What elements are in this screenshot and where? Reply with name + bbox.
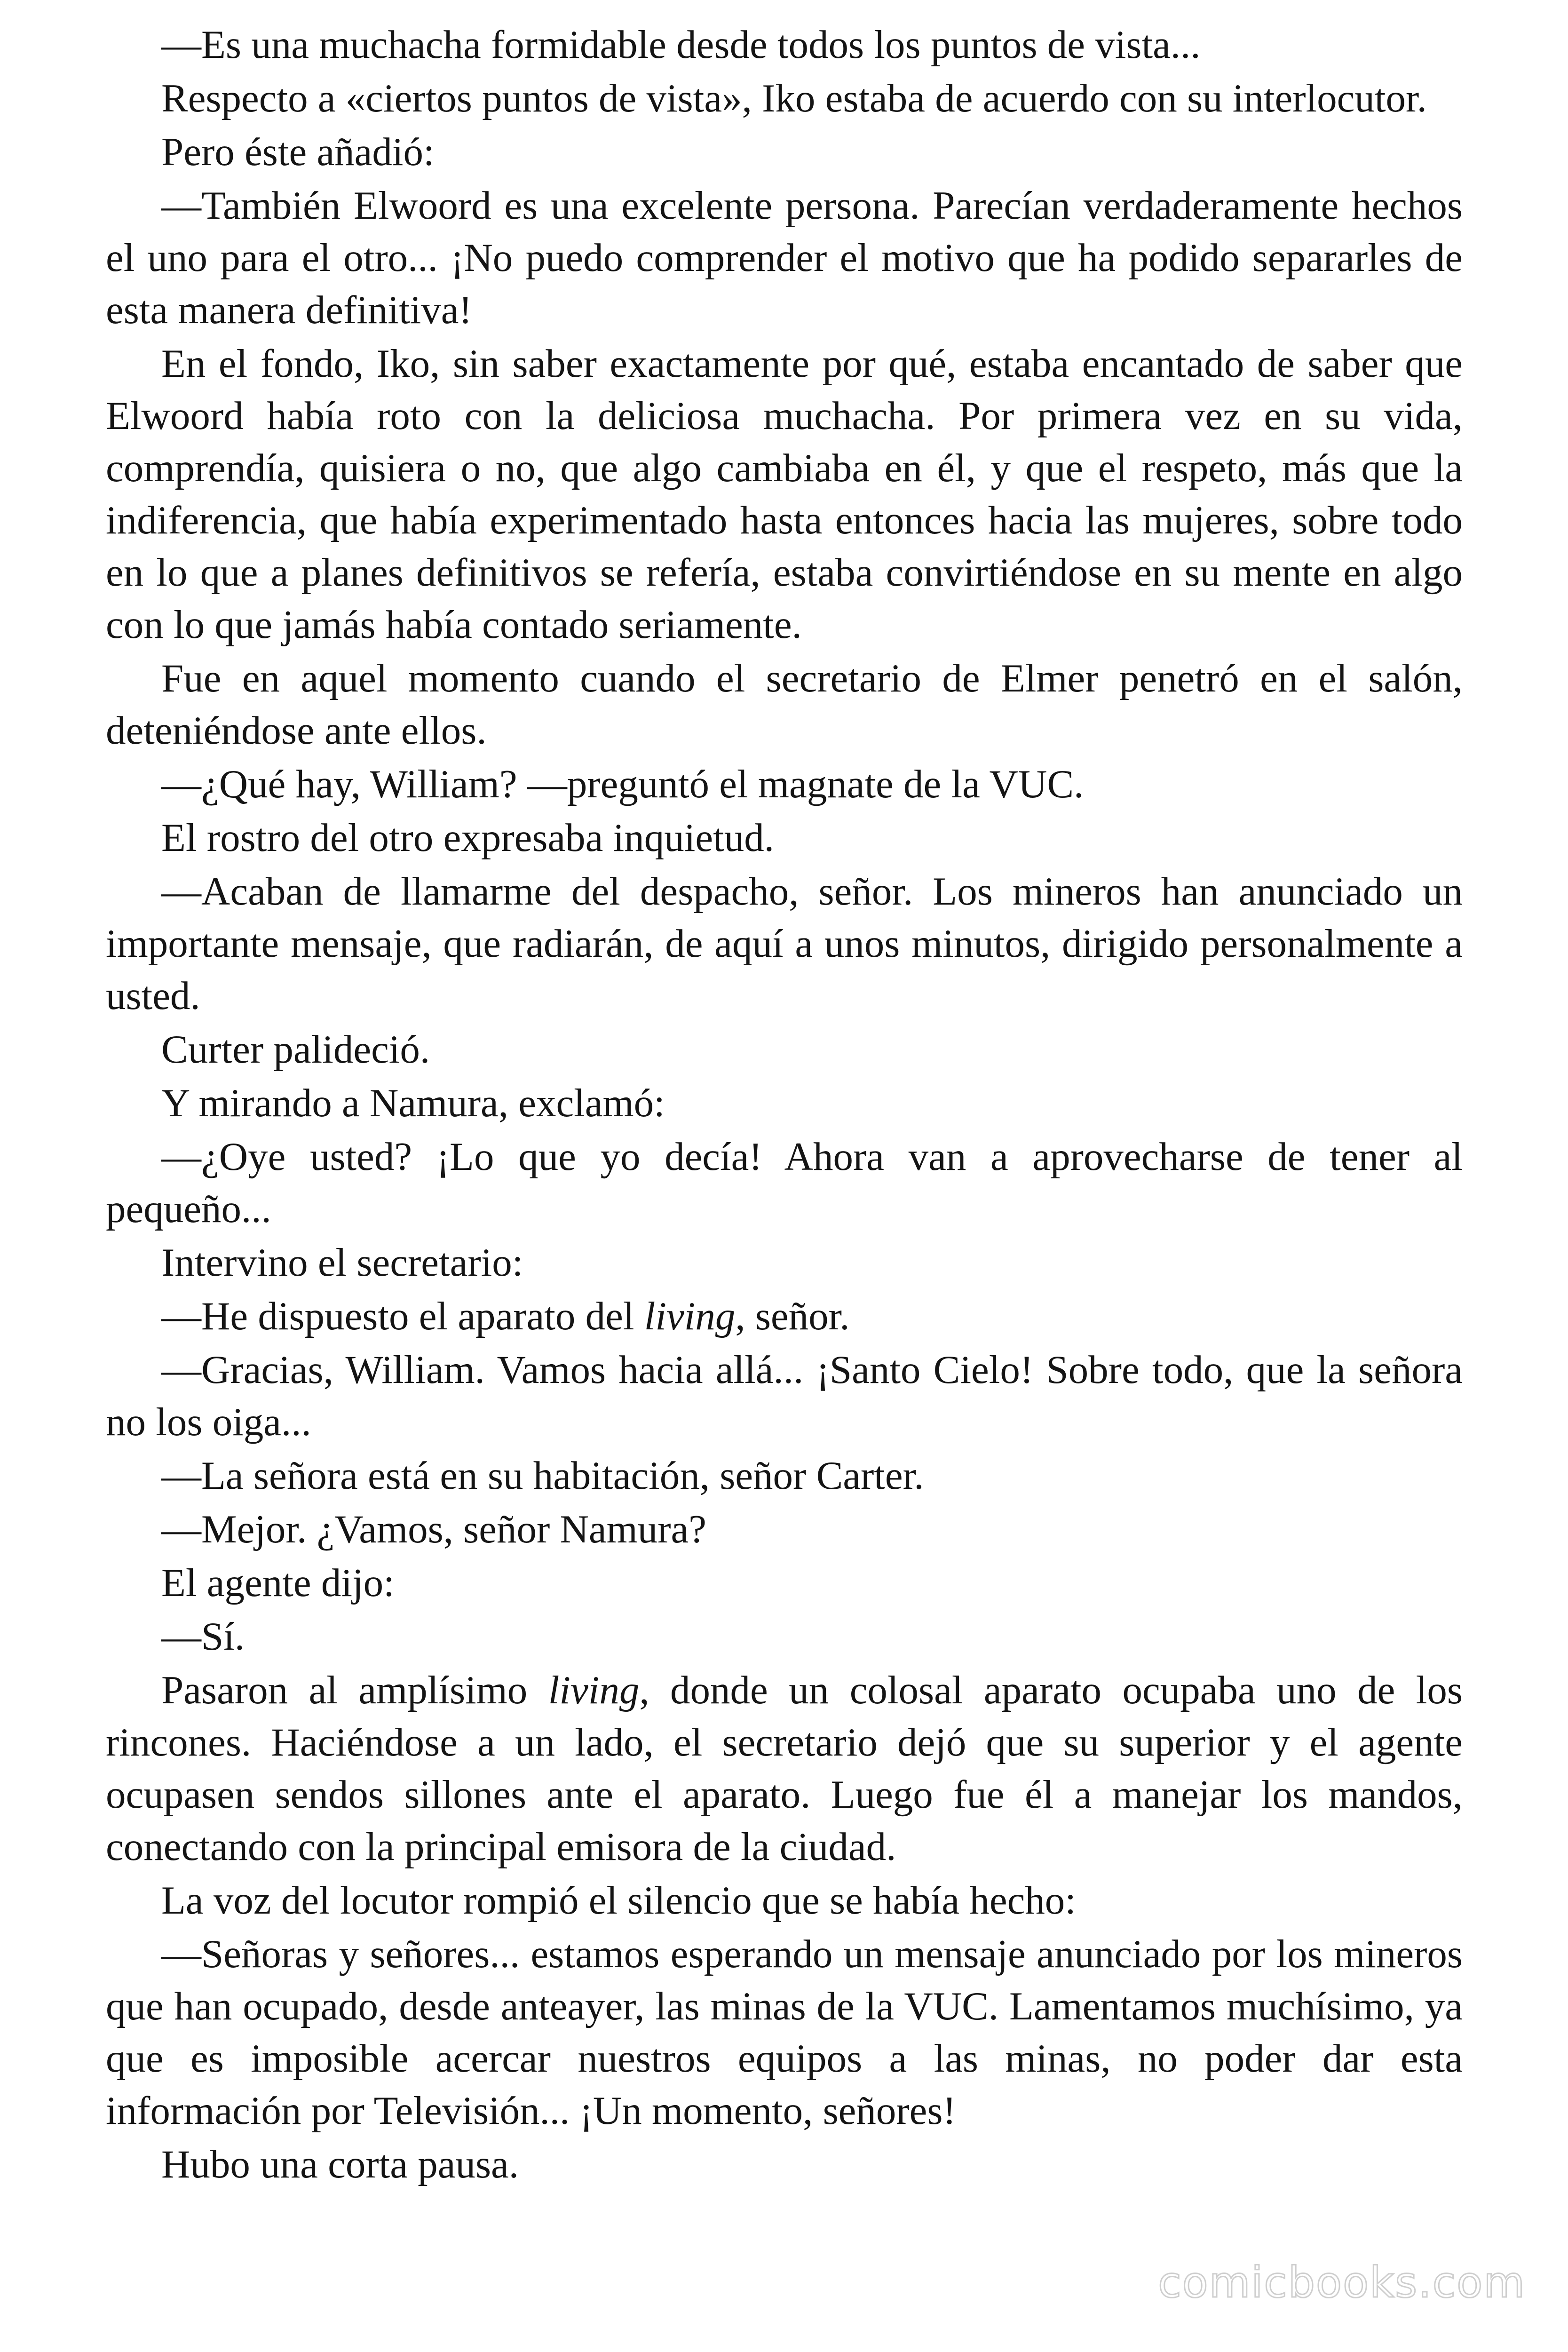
paragraph: Hubo una corta pausa. <box>161 2142 519 2186</box>
paragraph: —Es una muchacha formidable desde todos los puntos de vista... <box>161 23 1201 67</box>
paragraph: Curter palideció. <box>161 1027 430 1072</box>
paragraph: Respecto a «ciertos puntos de vista», Iko estaba de acuerdo con su interlocutor. <box>161 76 1427 120</box>
paragraph: —La señora está en su habitación, señor Carter. <box>161 1454 924 1498</box>
book-page <box>106 19 1463 2192</box>
paragraph: —Mejor. ¿Vamos, señor Namura? <box>161 1507 706 1551</box>
paragraph: —Sí. <box>161 1614 245 1659</box>
paragraph: —Acaban de llamarme del despacho, señor. Los mineros han anunciado un importante mensaje, que radiarán, de aquí a unos minutos, dirigido personalmente a usted. <box>106 869 1463 1018</box>
italic-word: living <box>644 1294 736 1338</box>
paragraph: Intervino el secretario: <box>161 1240 523 1285</box>
watermark: comicbooks.com <box>1158 2258 1526 2307</box>
paragraph: En el fondo, Iko, sin saber exactamente por qué, estaba encantado de saber que Elwoord había roto con la deliciosa muchacha. Por primera vez en su vida, comprendía, quisiera o no, que algo cambiaba en él, y que el respeto, más que la indiferencia, que había experimentado hasta entonces hacia las mujeres, sobre todo en lo que a planes definitivos se refería, estaba convirtiéndose en su mente en algo con lo que jamás había contado seriamente. <box>106 342 1463 647</box>
paragraph: —¿Qué hay, William? —preguntó el magnate de la VUC. <box>161 762 1084 806</box>
paragraph: —Señoras y señores... estamos esperando un mensaje anunciado por los mineros que han ocupado, desde anteayer, las minas de la VUC. Lamentamos muchísimo, ya que es imposible acercar nuestros equipos a las minas, no poder dar esta información por Televisión... ¡Un momento, señores! <box>106 1932 1463 2133</box>
paragraph: Y mirando a Namura, exclamó: <box>161 1081 665 1125</box>
paragraph: El agente dijo: <box>161 1561 395 1605</box>
paragraph: —Gracias, William. Vamos hacia allá... ¡Santo Cielo! Sobre todo, que la señora no los oiga... <box>106 1348 1463 1444</box>
paragraph: —¿Oye usted? ¡Lo que yo decía! Ahora van a aprovecharse de tener al pequeño... <box>106 1135 1463 1231</box>
paragraph: La voz del locutor rompió el silencio que se había hecho: <box>161 1878 1076 1923</box>
paragraph: Fue en aquel momento cuando el secretario de Elmer penetró en el salón, deteniéndose ante ellos. <box>106 656 1463 753</box>
paragraph: Pasaron al amplísimo living, donde un colosal aparato ocupaba uno de los rincones. Haciéndose a un lado, el secretario dejó que su superior y el agente ocupasen sendos sillones ante el aparato. Luego fue él a manejar los mandos, conectando con la principal emisora de la ciudad. <box>106 1668 1463 1869</box>
italic-word: living <box>548 1668 640 1712</box>
paragraph: —También Elwoord es una excelente persona. Parecían verdaderamente hechos el uno para el otro... ¡No puedo comprender el motivo que ha podido separarles de esta manera definitiva! <box>106 183 1463 332</box>
paragraph: Pero éste añadió: <box>161 130 435 174</box>
paragraph: —He dispuesto el aparato del living, señor. <box>161 1294 850 1338</box>
paragraph: El rostro del otro expresaba inquietud. <box>161 816 774 860</box>
